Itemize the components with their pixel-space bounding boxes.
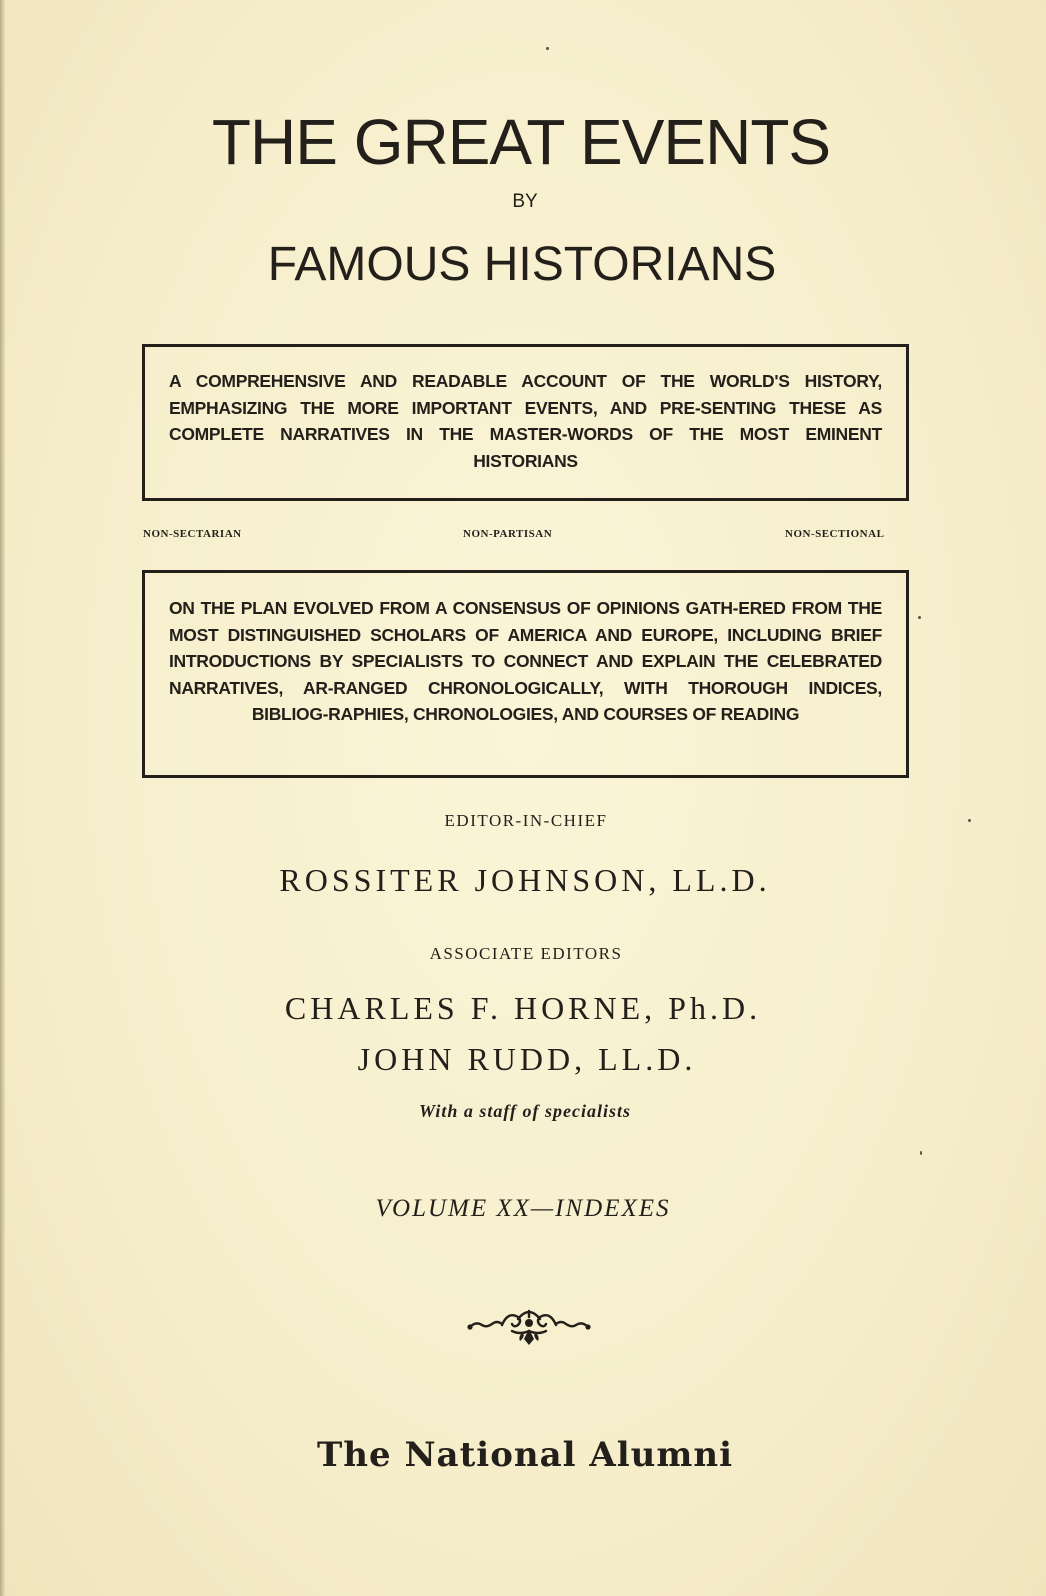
- book-subtitle: FAMOUS HISTORIANS: [267, 238, 777, 291]
- plan-text: ON THE PLAN EVOLVED FROM A CONSENSUS OF OPINIONS GATH-ERED FROM THE MOST DISTINGUISHED SCHOLARS OF AMERICA AND EUROPE, INCLUDING BRIEF INTRODUCTIONS BY SPECIALISTS TO CONNECT AND EXPLAIN THE CELEBRATED NARRATIVES, AR-RANGED CHRONOLOGICALLY, WITH THOROUGH INDICES, BIBLIOG-RAPHIES, CHRONOLOGIES, AND COURSES OF READING: [169, 598, 882, 724]
- editor-in-chief-name: ROSSITER JOHNSON, LL.D.: [279, 862, 771, 898]
- tagline-non-partisan: NON-PARTISAN: [463, 528, 553, 540]
- associate-editors-label: ASSOCIATE EDITORS: [429, 944, 623, 963]
- publisher-name: The National Alumni: [316, 1435, 734, 1475]
- tagline-non-sectional: NON-SECTIONAL: [785, 528, 885, 540]
- paper-speck: [920, 1151, 922, 1155]
- by-label: BY: [512, 191, 538, 212]
- volume-label: VOLUME XX—INDEXES: [375, 1195, 671, 1222]
- book-title: THE GREAT EVENTS: [211, 106, 831, 178]
- plan-box: [142, 570, 909, 778]
- associate-editor-name: CHARLES F. HORNE, Ph.D.: [284, 990, 762, 1026]
- fleuron-ornament-icon: [466, 1303, 592, 1349]
- staff-note: With a staff of specialists: [418, 1101, 631, 1121]
- description-text: A COMPREHENSIVE AND READABLE ACCOUNT OF THE WORLD'S HISTORY, EMPHASIZING THE MORE IMPORTANT EVENTS, AND PRE-SENTING THESE AS COMPLETE NARRATIVES IN THE MASTER-WORDS OF THE MOST EMINENT HISTORIANS: [169, 371, 882, 471]
- paper-speck: [968, 819, 971, 822]
- paper-speck: [546, 47, 549, 50]
- associate-editor-name: JOHN RUDD, LL.D.: [357, 1041, 697, 1077]
- tagline-non-sectarian: NON-SECTARIAN: [143, 528, 242, 540]
- editor-in-chief-label: EDITOR-IN-CHIEF: [444, 811, 608, 830]
- description-box: [142, 344, 909, 501]
- paper-speck: [918, 616, 921, 619]
